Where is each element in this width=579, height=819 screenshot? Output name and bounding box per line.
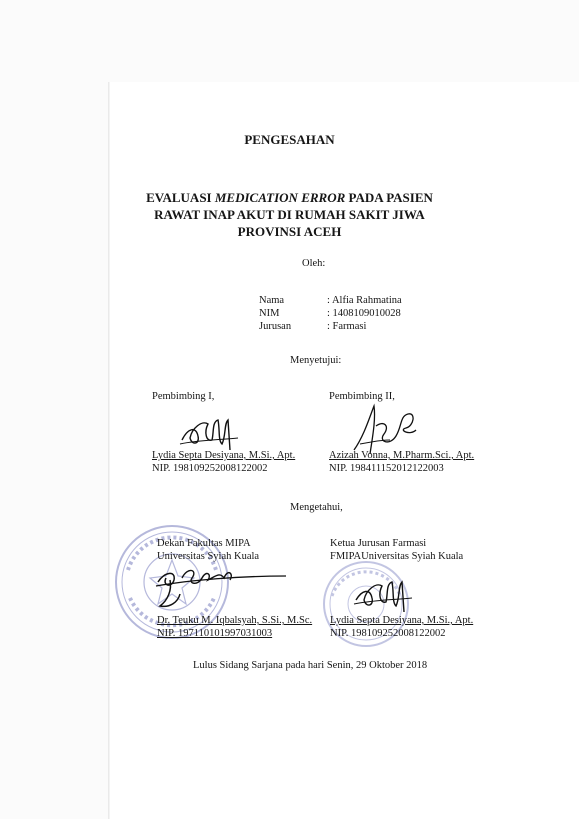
dean-nip: NIP. 197110101997031003 [157, 628, 273, 639]
by-label: Oleh: [302, 258, 326, 269]
thesis-title-italic: MEDICATION ERROR [214, 190, 346, 205]
thesis-title-pre: EVALUASI [146, 190, 215, 205]
supervisor2-nip: NIP. 198411152012122003 [329, 463, 444, 474]
supervisor1-name: Lydia Septa Desiyana, M.Si., Apt. [152, 450, 296, 461]
head-role1: Ketua Jurusan Farmasi [330, 538, 427, 549]
student-major-value: : Farmasi [327, 321, 367, 332]
thesis-title-line3: PROVINSI ACEH [237, 224, 342, 239]
dean-role2: Universitas Syiah Kuala [157, 551, 260, 562]
head-signature [352, 574, 422, 618]
student-name-value: : Alfia Rahmatina [327, 295, 402, 306]
thesis-title-post: PADA PASIEN [345, 190, 433, 205]
acknowledged-label: Mengetahui, [290, 502, 343, 513]
dean-role1: Dekan Fakultas MIPA [157, 538, 251, 549]
approved-label: Menyetujui: [290, 355, 342, 366]
thesis-title-line2: RAWAT INAP AKUT DI RUMAH SAKIT JIWA [154, 207, 425, 222]
head-name: Lydia Septa Desiyana, M.Si., Apt. [330, 615, 474, 626]
student-nim-value: : 1408109010028 [327, 308, 401, 319]
page-heading: PENGESAHAN [244, 132, 335, 147]
head-role2: FMIPAUniversitas Syiah Kuala [330, 551, 464, 562]
student-name-label: Nama [259, 295, 285, 306]
dean-signature [150, 556, 290, 618]
supervisor2-role: Pembimbing II, [329, 391, 395, 402]
supervisor2-name: Azizah Vonna, M.Pharm.Sci., Apt. [329, 450, 475, 461]
graduation-footer: Lulus Sidang Sarjana pada hari Senin, 29 Oktober 2018 [193, 660, 428, 671]
dean-name: Dr. Teuku M. Iqbalsyah, S.Si., M.Sc. [157, 615, 313, 626]
supervisor1-role: Pembimbing I, [152, 391, 215, 402]
thesis-title-line1 [0, 189, 579, 206]
student-nim-label: NIM [259, 308, 280, 319]
supervisor1-nip: NIP. 198109252008122002 [152, 463, 268, 474]
student-major-label: Jurusan [259, 321, 292, 332]
head-nip: NIP. 198109252008122002 [330, 628, 446, 639]
